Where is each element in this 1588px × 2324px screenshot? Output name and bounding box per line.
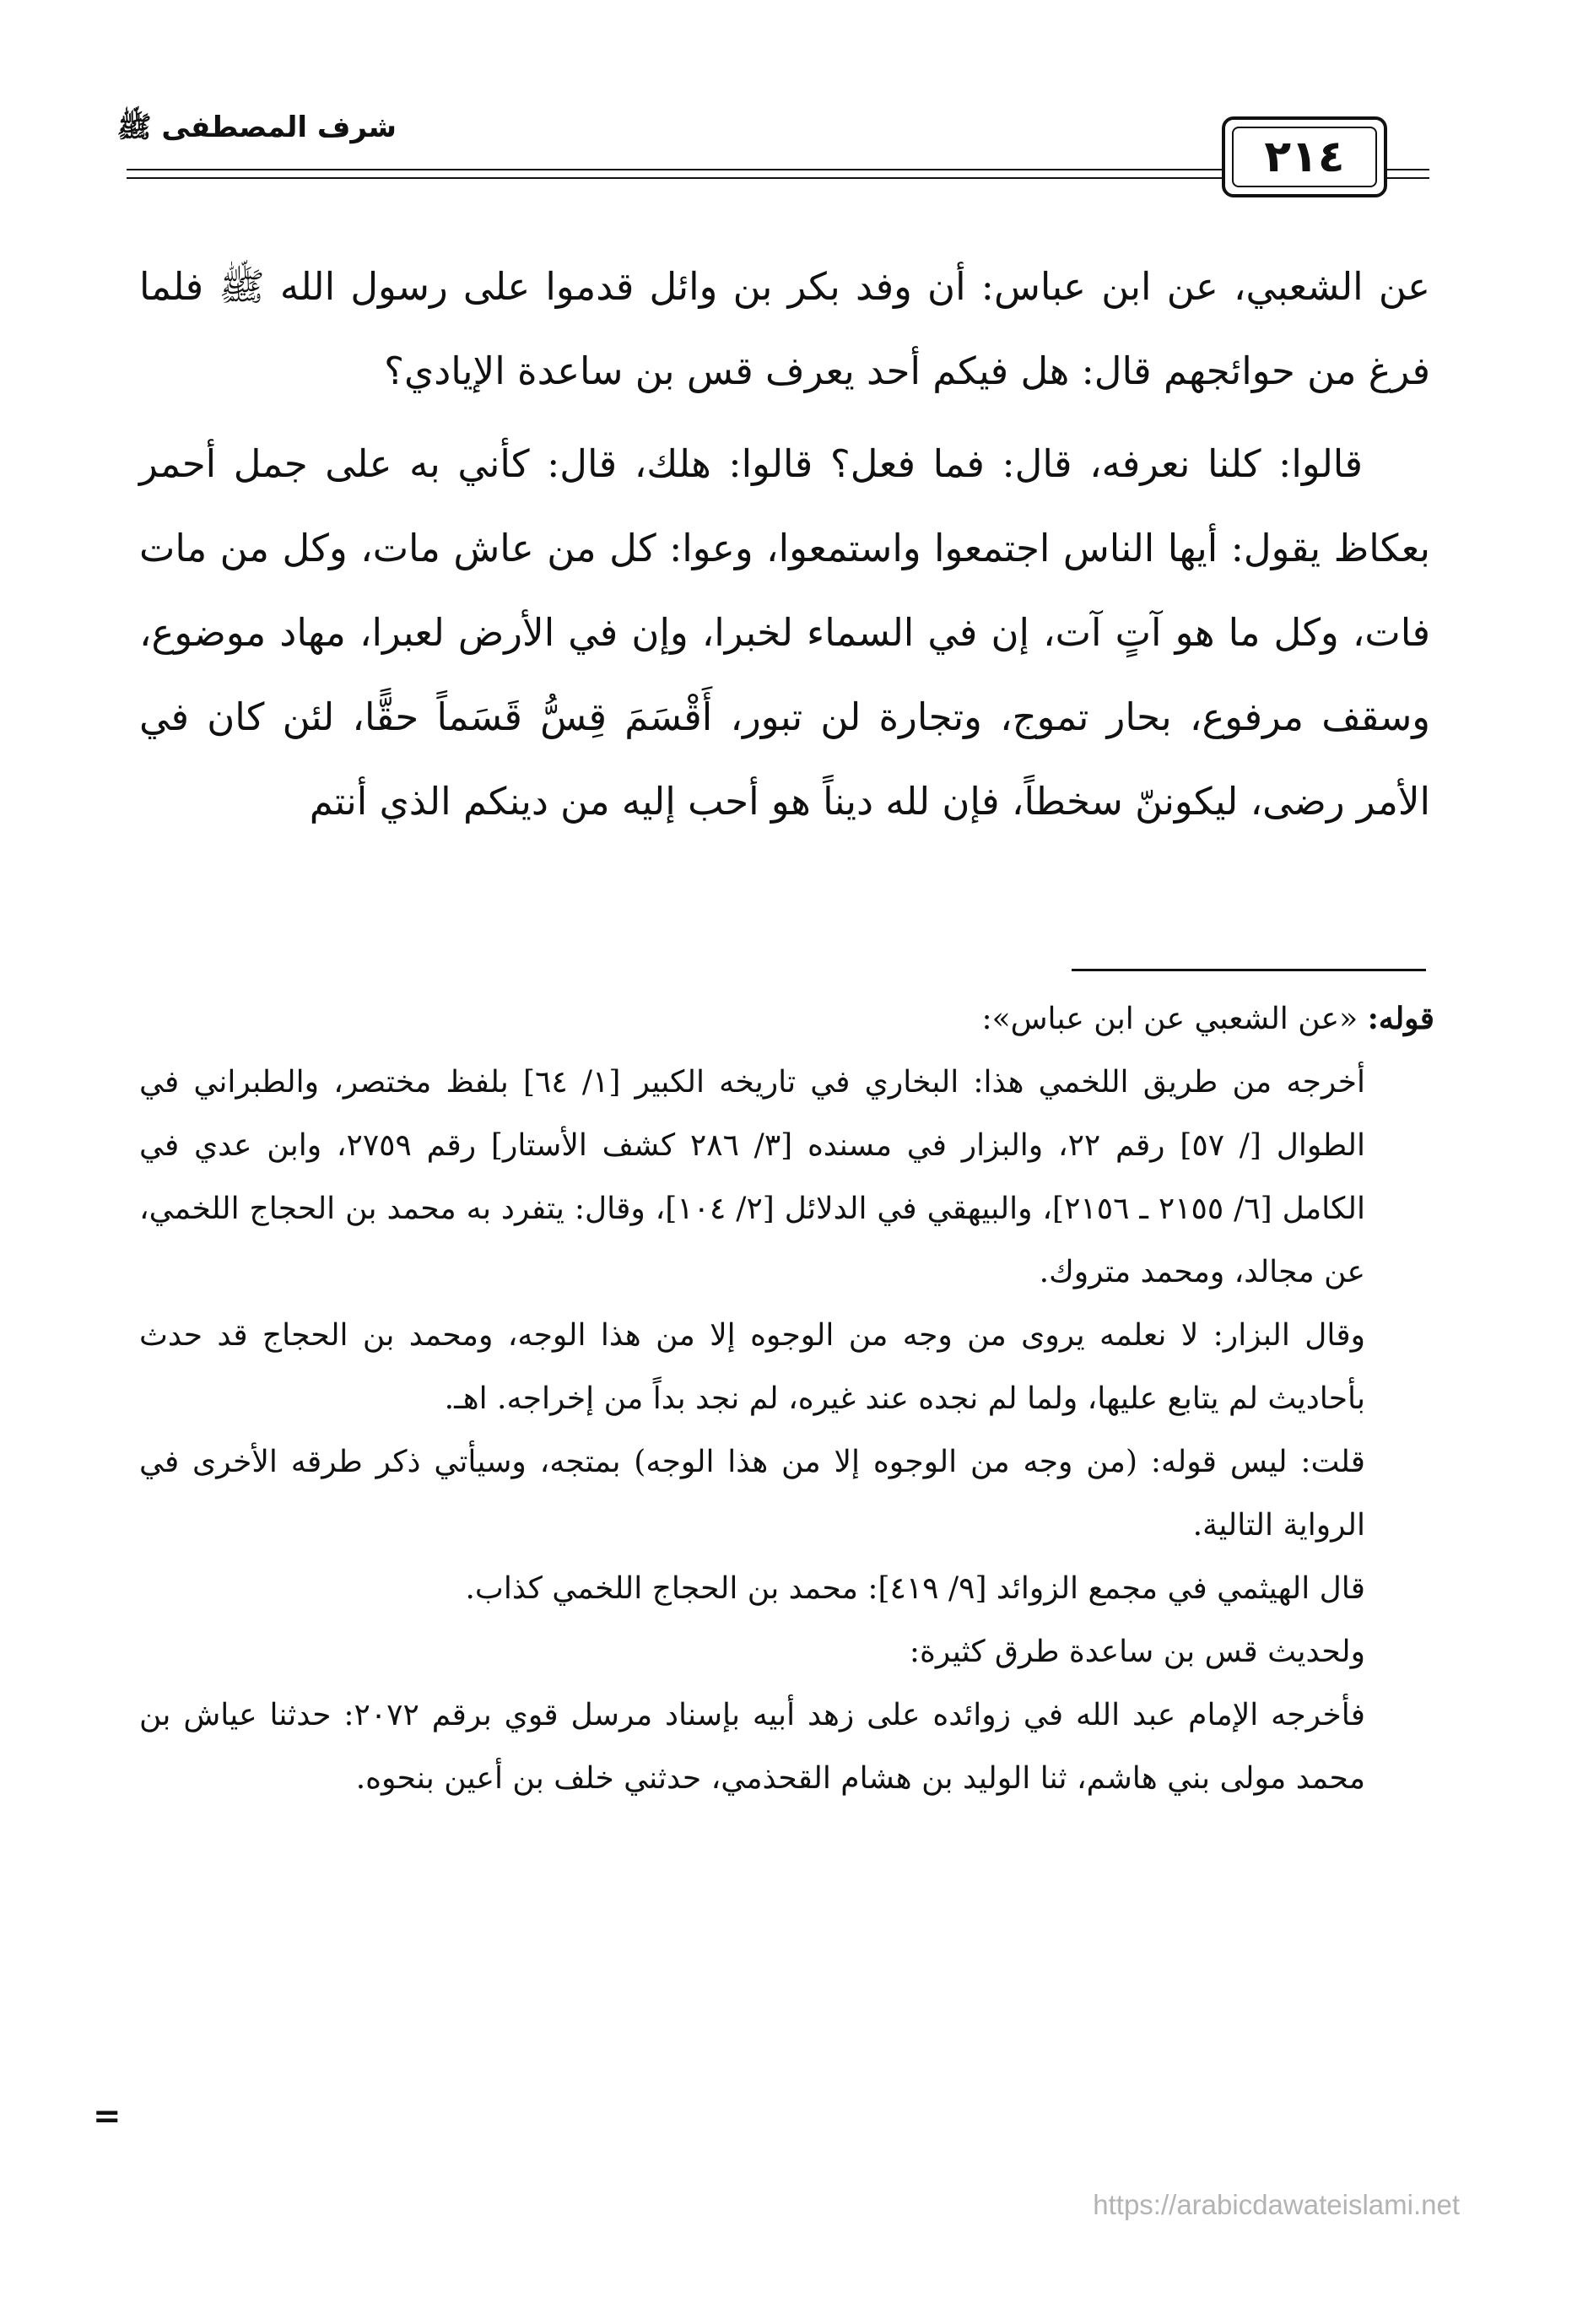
running-title: شرف المصطفى ﷺ bbox=[116, 111, 397, 144]
footnote-label: قوله: bbox=[1367, 1001, 1434, 1036]
footnote-separator bbox=[1072, 969, 1426, 971]
continuation-mark: = bbox=[93, 2096, 122, 2136]
footnote-paragraph-4: قال الهيثمي في مجمع الزوائد [٩/ ٤١٩]: محمد بن الحجاج اللخمي كذاب. bbox=[465, 1571, 1365, 1606]
footnote-quote: «عن الشعبي عن ابن عباس»: bbox=[981, 1002, 1358, 1036]
watermark-url[interactable]: https://arabicdawateislami.net bbox=[1093, 2189, 1460, 2220]
main-paragraph-2: قالوا: كلنا نعرفه، قال: فما فعل؟ قالوا: هلك، قال: كأني به على جمل أحمر بعكاظ يقول: أيها الناس اجتمعوا واستمعوا، وعوا: كل من عاش مات، وكل من مات فات، وكل ما هو آتٍ آت، إن في السماء لخبرا، وإن في الأرض لعبرا، مهاد موضوع، وسقف مرفوع، بحار تموج، وتجارة لن تبور، أَقْسَمَ قِسُّ قَسَماً حقًّا، لئن كان في الأمر رضى، ليكوننّ سخطاً، فإن لله ديناً هو أحب إليه من دينكم الذي أنتم bbox=[139, 441, 1431, 824]
header-rule-left-bottom bbox=[127, 177, 1222, 179]
page-number-frame bbox=[1222, 116, 1387, 197]
footnote-paragraph-6: فأخرجه الإمام عبد الله في زوائده على زهد أبيه بإسناد مرسل قوي برقم ٢٠٧٢: حدثنا عياش بن محمد مولى بني هاشم، ثنا الوليد بن هشام القحذمي، حدثني خلف بن أعين بنحوه. bbox=[139, 1698, 1365, 1796]
footnotes bbox=[139, 987, 1434, 1810]
header-rule-left-top bbox=[127, 169, 1222, 170]
page-number: ٢١٤ bbox=[1232, 127, 1377, 187]
main-text bbox=[139, 245, 1430, 844]
main-paragraph-1: عن الشعبي، عن ابن عباس: أن وفد بكر بن وائل قدموا على رسول الله ﷺ فلما فرغ من حوائجهم قال: هل فيكم أحد يعرف قس بن ساعدة الإيادي؟ bbox=[139, 264, 1430, 393]
footnote-paragraph-5: ولحديث قس بن ساعدة طرق كثيرة: bbox=[909, 1635, 1365, 1669]
footnote-paragraph-3: قلت: ليس قوله: (من وجه من الوجوه إلا من هذا الوجه) بمتجه، وسيأتي ذكر طرقه الأخرى في الرواية التالية. bbox=[139, 1445, 1365, 1543]
footnote-paragraph-2: وقال البزار: لا نعلمه يروى من وجه من الوجوه إلا من هذا الوجه، ومحمد بن الحجاج قد حدث بأحاديث لم يتابع عليها، ولما لم نجده عند غيره، لم نجد بداً من إخراجه. اهـ. bbox=[139, 1318, 1365, 1416]
header-rule-right-bottom bbox=[1387, 177, 1429, 179]
header-rule-right-top bbox=[1387, 169, 1429, 170]
footnote-paragraph-1: أخرجه من طريق اللخمي هذا: البخاري في تاريخه الكبير [١/ ٦٤] بلفظ مختصر، والطبراني في الطوال [/ ٥٧] رقم ٢٢، والبزار في مسنده [٣/ ٢٨٦ كشف الأستار] رقم ٢٧٥٩، وابن عدي في الكامل [٦/ ٢١٥٥ ـ ٢١٥٦]، والبيهقي في الدلائل [٢/ ١٠٤]، وقال: يتفرد به محمد بن الحجاج اللخمي، عن مجالد، ومحمد متروك. bbox=[139, 1065, 1366, 1289]
footnote-heading bbox=[139, 987, 1434, 1051]
